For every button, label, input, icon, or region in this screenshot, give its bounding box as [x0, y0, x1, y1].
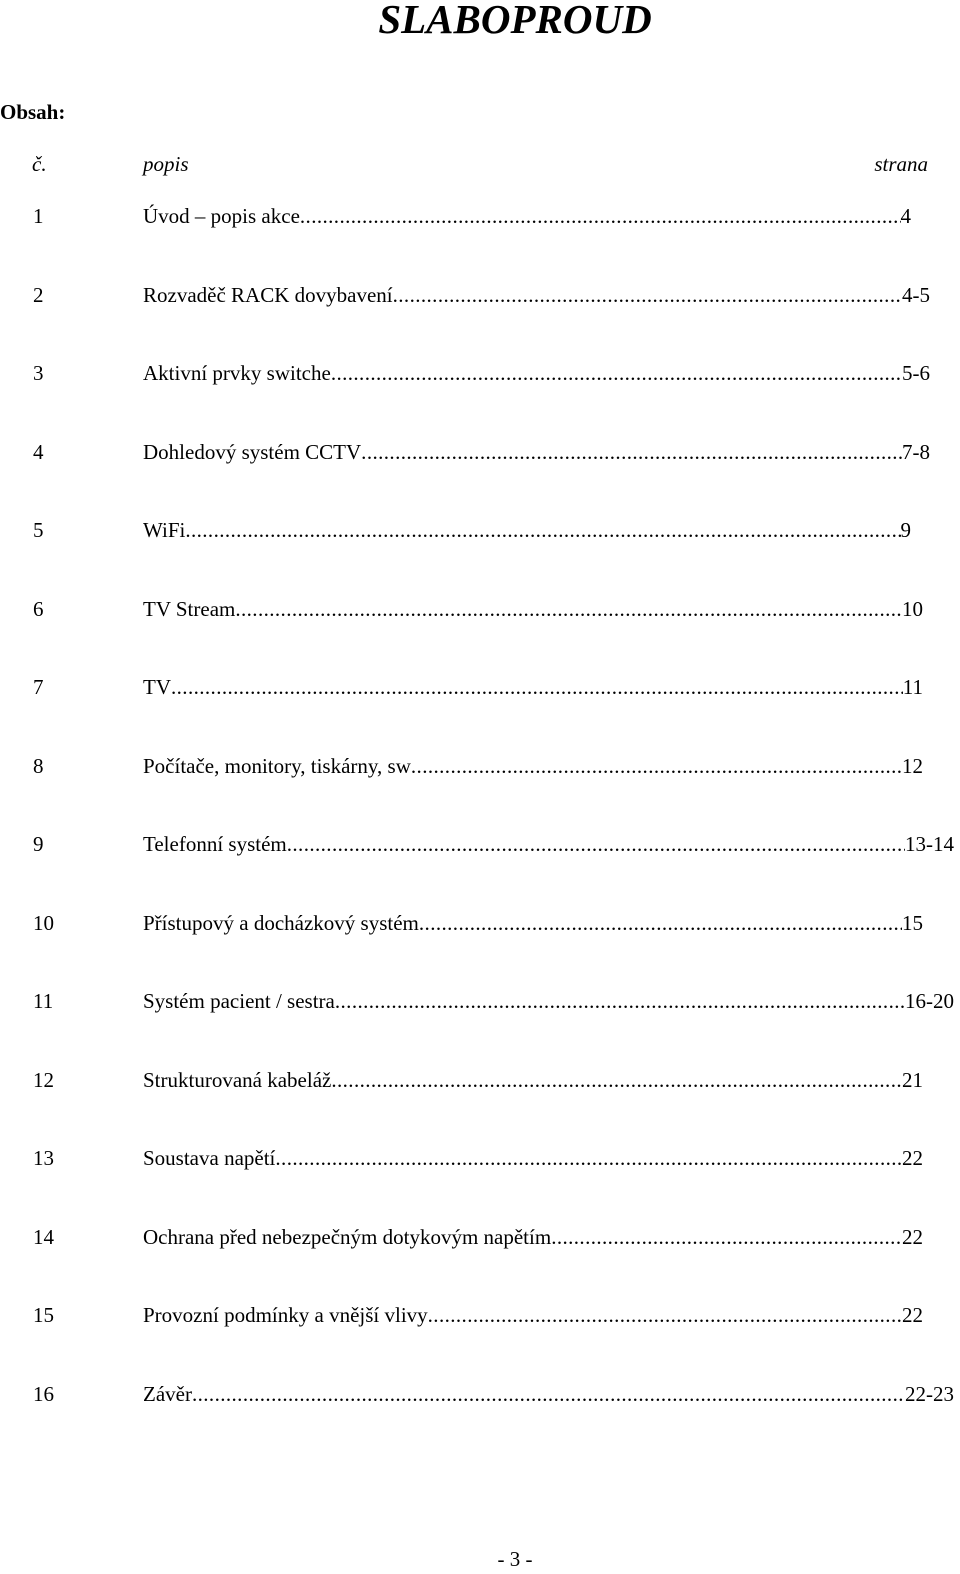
toc-entry-body: [143, 1223, 923, 1251]
toc-entry[interactable]: [0, 673, 960, 701]
toc-entry[interactable]: [0, 595, 960, 623]
toc-entry-text: Systém pacient / sestra: [143, 989, 335, 1013]
toc-entry-number: 16: [33, 1381, 54, 1406]
toc-entry-text: Rozvaděč RACK dovybavení: [143, 282, 393, 307]
toc-entry-body: [143, 595, 923, 623]
toc-entry-text: Počítače, monitory, tiskárny, sw: [143, 753, 411, 778]
toc-entry-number: 9: [33, 832, 44, 856]
toc-entry-text: Úvod – popis akce: [143, 204, 300, 228]
toc-entry-body: [143, 281, 930, 309]
toc-entry[interactable]: [0, 516, 960, 544]
toc-entry[interactable]: [0, 202, 960, 230]
toc-entry-number: 3: [33, 361, 44, 385]
toc-dot-leader: [171, 673, 903, 701]
toc-entry-body: [143, 1144, 923, 1172]
toc-entry-text: WiFi: [143, 518, 186, 542]
contents-label: Obsah:: [0, 100, 66, 124]
toc-entry-number: 2: [33, 282, 44, 307]
toc-entry-number: 8: [33, 753, 44, 778]
toc-entry[interactable]: [0, 1301, 960, 1329]
toc-entry-number: 11: [33, 989, 54, 1013]
toc-entry-page: 21: [902, 1067, 923, 1092]
toc-entry-text: Provozní podmínky a vnější vlivy: [143, 1303, 428, 1327]
toc-entry-page: 5-6: [902, 361, 930, 385]
toc-entry-body: [143, 1301, 923, 1329]
toc-entry[interactable]: [0, 281, 960, 309]
toc-entry-text: Strukturovaná kabeláž: [143, 1067, 332, 1092]
toc-dot-leader: [300, 202, 901, 230]
toc-header-page: strana: [874, 152, 928, 176]
toc-entry-body: [143, 987, 954, 1015]
toc-entry-page: 15: [902, 910, 923, 935]
toc-entry-page: 11: [902, 675, 923, 699]
toc-entry-number: 12: [33, 1067, 54, 1092]
toc-entry[interactable]: [0, 1144, 960, 1172]
toc-entry-body: [143, 202, 911, 230]
toc-entry-page: 10: [902, 596, 923, 621]
toc-entry-body: [143, 1066, 923, 1094]
toc-entry[interactable]: [0, 909, 960, 937]
toc-entry[interactable]: [0, 987, 960, 1015]
toc-dot-leader: [331, 359, 902, 387]
toc-entry[interactable]: [0, 752, 960, 780]
toc-entry[interactable]: [0, 359, 960, 387]
toc-entry-text: Soustava napětí: [143, 1146, 276, 1170]
toc-entry-page: 13-14: [905, 832, 954, 856]
toc-entry-number: 10: [33, 910, 54, 935]
toc-entry[interactable]: [0, 1223, 960, 1251]
toc-header-number: č.: [32, 152, 47, 176]
toc-entry-text: Aktivní prvky switche: [143, 361, 331, 385]
toc-entry-page: 7-8: [902, 439, 930, 464]
toc-entry-number: 14: [33, 1224, 54, 1249]
toc-entry-text: Přístupový a docházkový systém: [143, 910, 419, 935]
toc-entry-number: 4: [33, 439, 44, 464]
toc-entry-page: 12: [902, 753, 923, 778]
toc-entry-number: 15: [33, 1303, 54, 1327]
toc-header: [0, 150, 960, 178]
toc-dot-leader: [361, 438, 902, 466]
toc-entry-page: 22: [902, 1146, 923, 1170]
toc-entry-page: 9: [900, 518, 911, 542]
toc-entry-number: 13: [33, 1146, 54, 1170]
toc-entry[interactable]: [0, 1066, 960, 1094]
toc-entry[interactable]: [0, 438, 960, 466]
toc-dot-leader: [192, 1380, 905, 1408]
table-of-contents: [0, 202, 960, 1458]
toc-entry-page: 22-23: [905, 1381, 954, 1406]
toc-entry-page: 16-20: [905, 989, 954, 1013]
toc-entry[interactable]: [0, 830, 960, 858]
toc-entry-page: 22: [902, 1303, 923, 1327]
toc-entry-body: [143, 909, 923, 937]
toc-entry-text: Dohledový systém CCTV: [143, 439, 362, 464]
toc-dot-leader: [275, 1144, 902, 1172]
document-title: SLABOPROUD: [378, 0, 652, 42]
toc-dot-leader: [419, 909, 902, 937]
toc-entry-number: 5: [33, 518, 44, 542]
toc-dot-leader: [235, 595, 902, 623]
toc-entry-body: [143, 673, 923, 701]
toc-entry-page: 4: [900, 204, 911, 228]
toc-entry-text: TV: [143, 675, 171, 699]
toc-entry-body: [143, 1380, 954, 1408]
toc-dot-leader: [331, 1066, 902, 1094]
toc-dot-leader: [335, 987, 905, 1015]
toc-entry-body: [143, 359, 930, 387]
toc-entry-body: [143, 752, 923, 780]
toc-entry-page: 4-5: [902, 282, 930, 307]
toc-dot-leader: [428, 1301, 902, 1329]
toc-entry-text: Závěr: [143, 1381, 192, 1406]
toc-entry-text: Ochrana před nebezpečným dotykovým napětím: [143, 1224, 552, 1249]
toc-dot-leader: [185, 516, 900, 544]
toc-entry-number: 7: [33, 675, 44, 699]
toc-dot-leader: [551, 1223, 902, 1251]
toc-entry-text: Telefonní systém: [143, 832, 287, 856]
toc-dot-leader: [411, 752, 902, 780]
toc-entry-page: 22: [902, 1224, 923, 1249]
toc-entry-number: 6: [33, 596, 44, 621]
toc-entry-text: TV Stream: [143, 596, 236, 621]
toc-entry-body: [143, 516, 911, 544]
toc-header-description: popis: [143, 152, 189, 176]
toc-entry-number: 1: [33, 204, 44, 228]
toc-entry-body: [143, 830, 954, 858]
page-number: - 3 -: [497, 1547, 533, 1571]
toc-entry[interactable]: [0, 1380, 960, 1408]
toc-dot-leader: [287, 830, 905, 858]
toc-entry-body: [143, 438, 930, 466]
toc-dot-leader: [393, 281, 902, 309]
